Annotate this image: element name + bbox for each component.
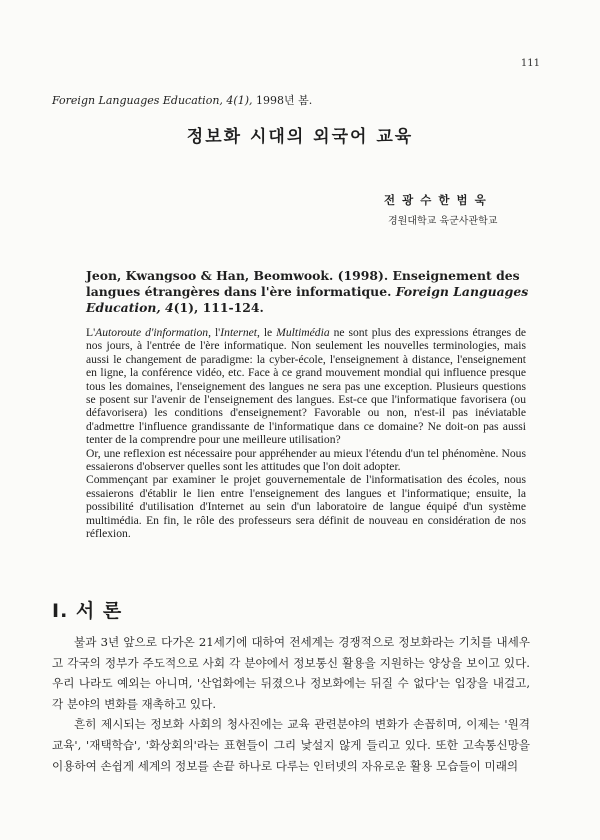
abstract-term: Multimédia	[276, 326, 330, 339]
abstract-term: Internet	[220, 326, 257, 339]
paper-title: 정보화 시대의 외국어 교육	[186, 127, 414, 147]
abstract-paragraph-2: Or, une reflexion est nécessaire pour appréhender au mieux l'étendu d'un tel phénomène. Nous essaierons d'observer quelles sont les attitudes que l'on doit adopter.	[86, 446, 526, 474]
abstract-text: L'	[86, 326, 96, 339]
body-paragraph-2: 흔히 제시되는 정보화 사회의 청사진에는 교육 관련분야의 변화가 손꼽히며, 이제는 '원격교육', '재택학습', '화상회의'라는 표현들이 그리 낯설지 않게 들리고 있다. 또한 고속통신망을 이용하여 손쉽게 세계의 정보를 손끝 하나로 다루는 인터넷의 자유로운 활용 모습들이 미래의	[52, 717, 530, 773]
body-paragraph-1: 불과 3년 앞으로 다가온 21세기에 대하여 전세계는 경쟁적으로 정보화라는 기치를 내세우고 각국의 정부가 주도적으로 사회 각 분야에서 정보통신 활용을 지원하는 양상을 보이고 있다. 우리 나라도 예외는 아니며, '산업화에는 뒤졌으나 정보화에는 뒤질 수 없다'는 입장을 내걸고, 각 분야의 변화를 재촉하고 있다.	[52, 635, 530, 711]
abstract	[86, 326, 526, 541]
citation	[86, 268, 532, 316]
journal-header	[52, 92, 312, 108]
abstract-term: Autoroute d'information	[95, 326, 209, 339]
body-text	[52, 632, 530, 776]
abstract-text: , l'	[208, 326, 221, 339]
page-number: 111	[520, 58, 540, 69]
citation-journal: Foreign Languages Education, 4	[86, 284, 529, 315]
abstract-paragraph-1	[86, 326, 526, 447]
affiliations: 경원대학교 육군사관학교	[388, 216, 498, 227]
journal-name: Foreign Languages Education, 4(1),	[52, 94, 253, 107]
authors: 전 광 수 한 범 욱	[384, 193, 486, 207]
citation-authors: Jeon, Kwangsoo & Han, Beomwook. (1998). Enseignement des langues étrangères dans l'ère informatique.	[86, 268, 520, 299]
abstract-text: , le	[256, 326, 277, 339]
abstract-text: ne sont plus des expressions étranges de nos jours, à l'entrée de l'ère informatique. Non seulement les nouvelles terminologies, mais aussi le changement de paradigme: la cyber-école, l'enseignement à distance, l'enseignement en ligne, la conférence vidéo, etc. Face à ce grand mouvement mondial qui influence presque tous les domaines, l'enseignement des langues ne sera pas une exception. Plusieurs questions se posent sur l'avenir de l'enseignement des langues. Est-ce que l'informatique favorisera (ou défavorisera) les conditions d'enseignement? Favorable ou non, n'est-il pas inéviatable d'admettre l'influence grandissante de l'informatique dans ce domaine? Ne doit-on pas aussi tenter de la comprendre pour une meilleure utilisation?	[86, 326, 527, 447]
section-heading: I. 서 론	[52, 600, 123, 622]
journal-year: 1998년 봄.	[255, 94, 313, 107]
abstract-paragraph-3: Commençant par examiner le projet gouvernementale de l'informatisation des écoles, nous essaierons d'établir le lien entre l'enseignement des langues et l'informatique; ensuite, la possibilité d'utilisation d'Internet au sein d'un laboratoire de langue équipé d'un système multimédia. En fin, le rôle des professeurs sera définit de nouveau en considération de nos réflexion.	[86, 473, 526, 541]
citation-rest: (1), 111-124.	[173, 300, 264, 315]
